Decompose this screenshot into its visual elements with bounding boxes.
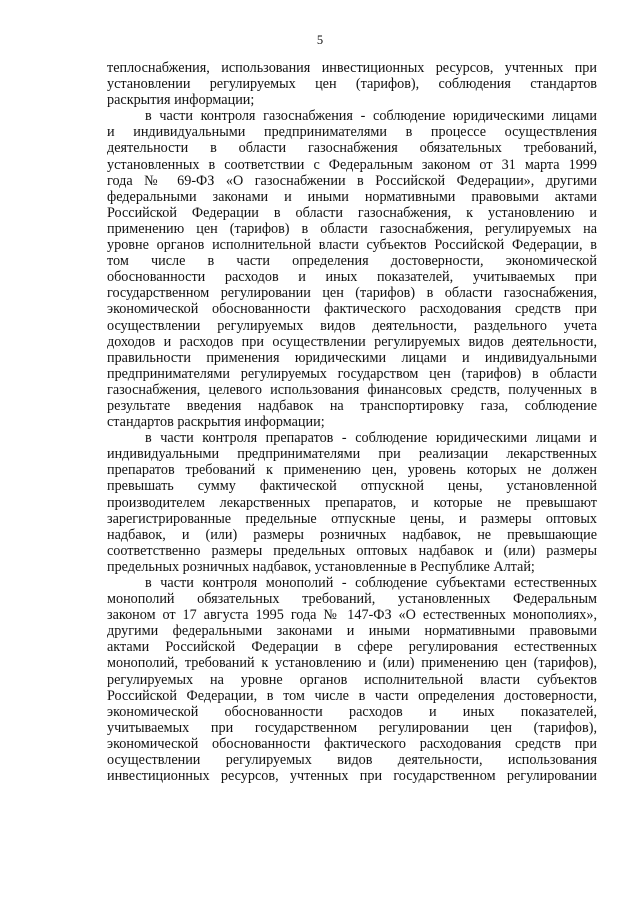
text-line: учитываемых при государственном регулировании цен (тарифов), bbox=[107, 719, 597, 736]
text-line: производителем лекарственных препаратов, и которые не превышают bbox=[107, 494, 597, 511]
text-line: деятельности в области газоснабжения обязательных требований, bbox=[107, 140, 597, 157]
text-line: индивидуальными предпринимателями при реализации лекарственных bbox=[107, 446, 597, 463]
text-line: теплоснабжения, использования инвестиционных ресурсов, учтенных при bbox=[107, 60, 597, 76]
text-line: применению цен (тарифов) в области газоснабжения, регулируемых на bbox=[107, 220, 597, 237]
text-line: правильности применения юридическими лицами и индивидуальными bbox=[107, 349, 597, 366]
text-line: соответственно размеры предельных оптовых надбавок и (или) размеры bbox=[107, 542, 597, 559]
text-line: доходов и расходов при осуществлении регулируемых видов деятельности, bbox=[107, 333, 597, 350]
text-line: года № 69-ФЗ «О газоснабжении в Российской Федерации», другими bbox=[107, 172, 597, 189]
text-line: газоснабжения, целевого использования финансовых средств, полученных в bbox=[107, 381, 597, 398]
paragraph bbox=[107, 60, 597, 108]
text-line: установленных в соответствии с Федеральным законом от 31 марта 1999 bbox=[107, 156, 597, 173]
text-line: в части контроля монополий - соблюдение субъектами естественных bbox=[145, 575, 597, 591]
text-line: том числе в части определения достоверности, экономической bbox=[107, 253, 597, 270]
text-line: осуществлении регулируемых видов деятельности, использования bbox=[107, 752, 597, 769]
text-line: актами Российской Федерации в сфере регулирования естественных bbox=[107, 639, 597, 656]
text-line: стандартов раскрытия информации; bbox=[107, 414, 325, 431]
text-line: инвестиционных ресурсов, учтенных при государственном регулировании bbox=[107, 768, 597, 785]
text-line: Российской Федерации, в том числе в части определения достоверности, bbox=[107, 687, 597, 704]
text-line: и индивидуальными предпринимателями в процессе осуществления bbox=[107, 124, 597, 141]
text-line: установлении регулируемых цен (тарифов), соблюдения стандартов bbox=[107, 76, 597, 93]
text-line: предпринимателями регулируемых государством цен (тарифов) в области bbox=[107, 365, 597, 382]
text-line: государственном регулировании цен (тарифов) в области газоснабжения, bbox=[107, 285, 597, 302]
document-body bbox=[107, 60, 597, 784]
text-line: надбавок, и (или) размеры розничных надбавок, не превышающие bbox=[107, 526, 597, 543]
text-line: экономической обоснованности фактического расходования средств при bbox=[107, 735, 597, 752]
text-line: в части контроля препаратов - соблюдение юридическими лицами и bbox=[145, 430, 597, 447]
text-line: экономической обоснованности фактического расходования средств при bbox=[107, 301, 597, 318]
text-line: раскрытия информации; bbox=[107, 92, 255, 109]
text-line: превышать сумму фактической отпускной цены, установленной bbox=[107, 478, 597, 495]
text-line: обоснованности расходов и иных показателей, учитываемых при bbox=[107, 269, 597, 286]
text-line: монополий обязательных требований, установленных Федеральным bbox=[107, 591, 597, 608]
page-number: 5 bbox=[316, 33, 324, 47]
text-line: осуществлении регулируемых видов деятельности, раздельного учета bbox=[107, 317, 597, 334]
text-line: экономической обоснованности расходов и иных показателей, bbox=[107, 703, 597, 720]
text-line: препаратов требований к применению цен, уровень которых не должен bbox=[107, 462, 597, 479]
text-line: результате введения надбавок на транспортировку газа, соблюдение bbox=[107, 397, 597, 414]
paragraph bbox=[107, 575, 597, 784]
text-line: монополий, требований к установлению и (или) применению цен (тарифов), bbox=[107, 655, 597, 672]
text-line: уровне органов исполнительной власти субъектов Российской Федерации, в bbox=[107, 237, 597, 254]
paragraph bbox=[107, 430, 597, 575]
text-line: зарегистрированные предельные отпускные цены, и размеры оптовых bbox=[107, 510, 597, 527]
text-line: федеральными законами и иными нормативными правовыми актами bbox=[107, 188, 597, 205]
text-line: Российской Федерации в области газоснабжения, к установлению и bbox=[107, 204, 597, 221]
text-line: другими федеральными законами и иными нормативными правовыми bbox=[107, 623, 597, 640]
paragraph bbox=[107, 108, 597, 430]
text-line: предельных розничных надбавок, установленные в Республике Алтай; bbox=[107, 558, 535, 575]
text-line: законом от 17 августа 1995 года № 147-ФЗ «О естественных монополиях», bbox=[107, 607, 597, 624]
text-line: регулируемых на уровне органов исполнительной власти субъектов bbox=[107, 671, 597, 688]
text-line: в части контроля газоснабжения - соблюдение юридическими лицами bbox=[145, 108, 597, 125]
